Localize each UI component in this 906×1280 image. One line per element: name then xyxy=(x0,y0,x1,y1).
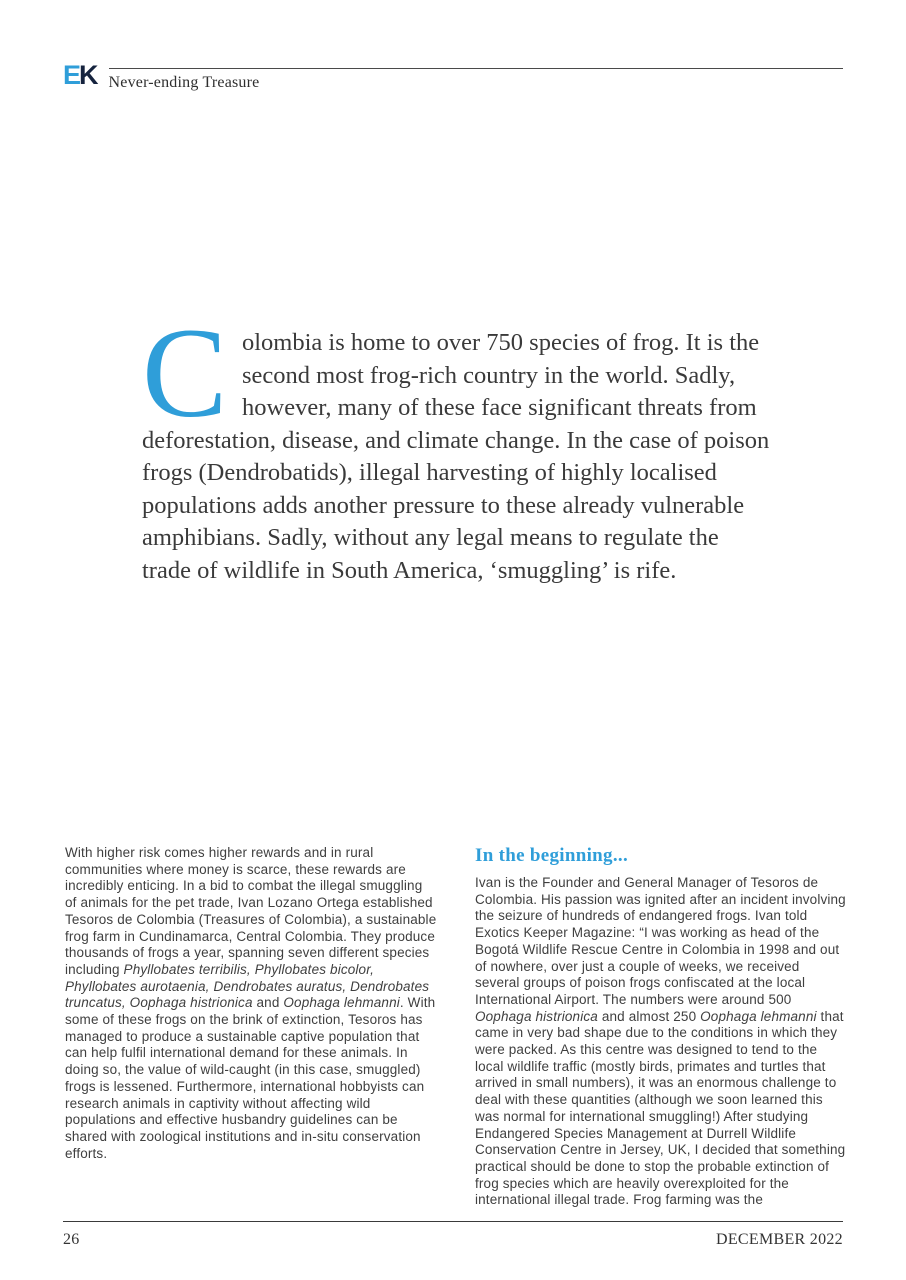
left-column xyxy=(65,845,437,1209)
right-column xyxy=(475,845,847,1209)
right-column-text: Ivan is the Founder and General Manager of Tesoros de Colombia. His passion was ignited after an incident involving the seizure of hundreds of endangered frogs. Ivan told Exotics Keeper Magazine: “I was working as head of the Bogotá Wildlife Rescue Centre in Colombia in 1998 and out of nowhere, over just a couple of weeks, we received several groups of poison frogs confiscated at the local International Airport. The numbers were around 500 Oophaga histrionica and almost 250 Oophaga lehmanni that came in very bad shape due to the conditions in which they were packed. As this centre was designed to tend to the local wildlife traffic (mostly birds, primates and turtles that arrived in small numbers), it was an enormous challenge to deal with these quantities (although we soon learned this was normal for international smuggling!) After studying Endangered Species Management at Durrell Wildlife Conservation Centre in Jersey, UK, I decided that something practical should be done to stop the probable extinction of frog species which are heavily overexploited for the international illegal trade. Frog farming was the xyxy=(475,875,846,1208)
left-column-text: With higher risk comes higher rewards and in rural communities where money is scarce, these rewards are incredibly enticing. In a bid to combat the illegal smuggling of animals for the pet trade, Ivan Lozano Ortega established Tesoros de Colombia (Treasures of Colombia), a sustainable frog farm in Cundinamarca, Central Colombia. They produce thousands of frogs a year, spanning seven different species including Phyllobates terribilis, Phyllobates bicolor, Phyllobates aurotaenia, Dendrobates auratus, Dendrobates truncatus, Oophaga histrionica and Oophaga lehmanni. With some of these frogs on the brink of extinction, Tesoros has managed to produce a sustainable captive population that can help fulfil international demand for these animals. In doing so, the value of wild-caught (in this case, smuggled) frogs is lessened. Furthermore, international hobbyists can research animals in captivity without affecting wild populations and effective husbandry guidelines can be shared with zoological institutions and in-situ conservation efforts. xyxy=(65,845,437,1161)
article-title: Never-ending Treasure xyxy=(108,74,260,91)
page-number: 26 xyxy=(63,1231,80,1248)
issue-date: DECEMBER 2022 xyxy=(715,1231,843,1248)
page-footer xyxy=(63,1221,843,1249)
footer-row xyxy=(63,1231,843,1249)
section-heading-in-the-beginning: In the beginning... xyxy=(475,845,628,866)
drop-cap: C xyxy=(142,302,228,444)
header-rule xyxy=(109,68,843,69)
ek-logo-letter-e: E xyxy=(63,60,80,90)
intro-paragraph xyxy=(142,302,772,587)
page-header xyxy=(63,62,843,92)
intro-text: olombia is home to over 750 species of frog. It is the second most frog-rich country in the world. Sadly, however, many of these face significant threats from deforestation, disease, and climate change. In the case of poison frogs (Dendrobatids), illegal harvesting of highly localised populations adds another pressure to these already vulnerable amphibians. Sadly, without any legal means to regulate the trade of wildlife in South America, ‘smuggling’ is rife. xyxy=(142,329,770,584)
ek-logo-letter-k: K xyxy=(79,60,97,90)
footer-rule xyxy=(63,1221,843,1222)
ek-logo xyxy=(63,62,97,89)
body-columns xyxy=(65,845,847,1209)
header-title-block xyxy=(109,62,843,92)
